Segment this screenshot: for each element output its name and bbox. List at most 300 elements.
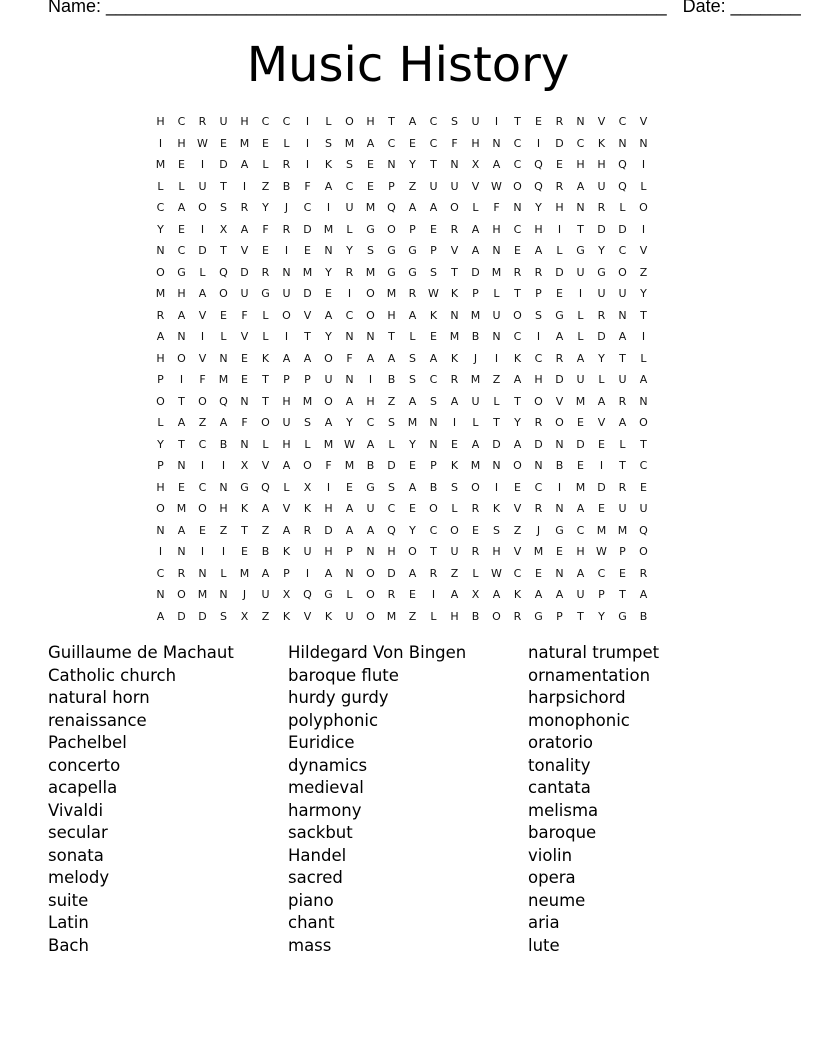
grid-letter: I: [557, 222, 562, 236]
grid-letter: O: [639, 416, 648, 429]
grid-letter: U: [345, 201, 354, 214]
grid-letter: L: [262, 158, 269, 171]
grid-letter: Q: [534, 179, 543, 193]
grid-letter: M: [365, 201, 376, 214]
grid-letter: A: [555, 588, 564, 601]
grid-letter: K: [303, 502, 312, 515]
grid-letter: A: [324, 566, 333, 580]
grid-letter: N: [177, 330, 186, 343]
grid-letter: E: [262, 136, 269, 150]
grid-letter: X: [219, 222, 228, 236]
grid-letter: U: [471, 394, 480, 408]
grid-letter: I: [368, 373, 373, 386]
grid-letter: R: [282, 222, 291, 236]
grid-letter: H: [240, 115, 249, 128]
grid-letter: R: [534, 265, 543, 279]
grid-row: [150, 368, 654, 390]
grid-letter: J: [242, 588, 247, 601]
word-list-item: Euridice: [288, 733, 355, 752]
grid-row: [150, 476, 654, 498]
grid-letter: T: [640, 308, 647, 322]
grid-letter: I: [221, 545, 226, 558]
grid-letter: P: [472, 287, 479, 300]
grid-letter: D: [198, 609, 207, 623]
grid-letter: T: [178, 437, 185, 451]
grid-letter: L: [472, 201, 479, 214]
grid-letter: T: [619, 351, 626, 365]
grid-letter: L: [577, 330, 584, 343]
grid-letter: D: [555, 136, 564, 150]
grid-letter: L: [409, 330, 416, 343]
grid-letter: O: [450, 523, 459, 537]
word-list-item: violin: [528, 845, 573, 865]
grid-letter: N: [282, 265, 291, 279]
grid-letter: P: [283, 566, 290, 580]
grid-row: [150, 433, 654, 455]
grid-letter: N: [492, 244, 501, 257]
grid-letter: D: [597, 222, 606, 236]
grid-letter: I: [179, 373, 184, 386]
grid-letter: D: [492, 437, 501, 451]
grid-letter: S: [325, 136, 332, 150]
grid-letter: H: [177, 287, 186, 300]
grid-letter: B: [387, 373, 396, 386]
grid-letter: O: [366, 609, 375, 623]
grid-letter: E: [409, 136, 416, 150]
grid-row: [150, 175, 654, 197]
grid-letter: O: [618, 265, 627, 279]
grid-letter: E: [556, 545, 563, 558]
grid-letter: N: [639, 394, 648, 408]
grid-letter: Z: [387, 394, 396, 408]
grid-letter: V: [198, 308, 207, 322]
grid-letter: D: [303, 287, 312, 300]
word-list-item: baroque: [528, 823, 597, 842]
grid-letter: S: [409, 351, 416, 365]
grid-letter: C: [639, 459, 648, 472]
grid-letter: N: [387, 158, 396, 171]
grid-letter: Y: [535, 201, 542, 214]
grid-letter: R: [429, 566, 438, 580]
grid-letter: D: [303, 222, 312, 236]
grid-letter: R: [408, 287, 417, 300]
grid-letter: M: [470, 373, 481, 386]
grid-letter: I: [158, 136, 163, 150]
grid-letter: H: [366, 394, 375, 408]
grid-letter: G: [555, 308, 564, 322]
grid-letter: Y: [325, 330, 332, 343]
grid-letter: K: [429, 308, 438, 322]
grid-letter: Q: [261, 480, 270, 494]
grid-letter: C: [429, 115, 438, 128]
grid-letter: P: [388, 179, 395, 193]
grid-letter: N: [618, 308, 627, 322]
grid-letter: B: [471, 609, 480, 623]
grid-letter: W: [596, 545, 607, 558]
grid-letter: D: [219, 158, 228, 171]
grid-letter: A: [450, 394, 459, 408]
grid-letter: I: [158, 545, 163, 558]
grid-letter: H: [282, 437, 291, 451]
grid-letter: X: [471, 588, 480, 601]
grid-letter: L: [493, 287, 500, 300]
grid-letter: L: [577, 308, 584, 322]
grid-letter: E: [325, 287, 332, 300]
grid-letter: V: [639, 115, 648, 128]
grid-letter: O: [387, 222, 396, 236]
grid-letter: R: [450, 373, 459, 386]
grid-letter: O: [177, 351, 186, 365]
grid-letter: W: [491, 566, 502, 580]
grid-letter: A: [408, 566, 417, 580]
grid-letter: D: [387, 459, 396, 472]
grid-letter: V: [639, 244, 648, 257]
grid-letter: F: [199, 373, 206, 386]
grid-letter: C: [387, 136, 396, 150]
grid-letter: A: [513, 437, 522, 451]
grid-letter: M: [302, 394, 313, 408]
grid-letter: O: [198, 394, 207, 408]
grid-letter: H: [156, 115, 165, 128]
grid-letter: U: [345, 609, 354, 623]
grid-letter: M: [575, 480, 586, 494]
grid-letter: W: [428, 287, 439, 300]
word-list-item: Pachelbel: [48, 733, 127, 752]
grid-letter: R: [156, 308, 165, 322]
grid-letter: E: [409, 588, 416, 601]
grid-letter: N: [534, 459, 543, 472]
grid-letter: K: [450, 459, 459, 472]
grid-letter: L: [346, 222, 353, 236]
grid-letter: Y: [325, 265, 332, 279]
grid-row: [150, 497, 654, 519]
grid-letter: O: [492, 609, 501, 623]
grid-letter: C: [597, 566, 606, 580]
grid-letter: A: [408, 308, 417, 322]
grid-letter: L: [262, 437, 269, 451]
grid-letter: N: [618, 136, 627, 150]
grid-letter: N: [576, 201, 585, 214]
grid-letter: T: [577, 609, 584, 623]
grid-letter: R: [261, 265, 270, 279]
grid-letter: B: [261, 545, 270, 558]
grid-letter: I: [200, 158, 205, 171]
grid-letter: M: [470, 459, 481, 472]
grid-letter: O: [303, 459, 312, 472]
grid-letter: A: [555, 330, 564, 343]
word-list-item: neume: [528, 890, 586, 910]
grid-letter: L: [472, 416, 479, 429]
grid-letter: C: [576, 523, 585, 537]
grid-letter: T: [514, 394, 521, 408]
grid-letter: E: [598, 502, 605, 515]
grid-letter: S: [220, 201, 227, 214]
word-list-item: sacred: [288, 868, 343, 887]
grid-row: [150, 153, 654, 175]
word-list-item: medieval: [288, 778, 364, 797]
grid-letter: V: [303, 609, 312, 623]
word-list-item: oratorio: [528, 733, 594, 752]
grid-letter: G: [366, 480, 375, 494]
grid-letter: I: [494, 115, 499, 128]
grid-letter: Q: [303, 588, 312, 601]
grid-letter: R: [177, 566, 186, 580]
grid-letter: L: [262, 330, 269, 343]
grid-letter: V: [198, 351, 207, 365]
grid-letter: V: [513, 545, 522, 558]
grid-letter: M: [617, 523, 628, 537]
grid-letter: I: [305, 566, 310, 580]
grid-row: [150, 110, 654, 132]
grid-letter: O: [156, 502, 165, 515]
grid-letter: P: [409, 222, 416, 236]
grid-letter: L: [199, 265, 206, 279]
grid-letter: Q: [219, 265, 228, 279]
grid-letter: Y: [514, 416, 521, 429]
grid-letter: G: [387, 244, 396, 257]
grid-row: [150, 239, 654, 261]
grid-letter: M: [239, 136, 250, 150]
grid-letter: M: [365, 265, 376, 279]
grid-letter: M: [533, 545, 544, 558]
grid-letter: N: [240, 437, 249, 451]
grid-letter: U: [471, 115, 480, 128]
word-list-item: sackbut: [288, 823, 353, 842]
grid-letter: S: [346, 158, 353, 171]
grid-letter: E: [514, 480, 521, 494]
grid-letter: U: [618, 502, 627, 515]
grid-letter: N: [555, 437, 564, 451]
grid-letter: T: [262, 373, 269, 386]
grid-letter: Q: [639, 523, 648, 537]
grid-letter: A: [177, 523, 186, 537]
grid-letter: P: [430, 244, 437, 257]
grid-row: [150, 282, 654, 304]
word-list-item: polyphonic: [288, 710, 379, 730]
grid-letter: O: [324, 394, 333, 408]
grid-letter: H: [597, 158, 606, 171]
grid-letter: H: [366, 115, 375, 128]
grid-letter: N: [156, 523, 165, 537]
grid-letter: L: [283, 480, 290, 494]
grid-letter: R: [618, 394, 627, 408]
grid-letter: U: [261, 588, 270, 601]
grid-letter: P: [346, 545, 353, 558]
grid-letter: O: [219, 287, 228, 300]
grid-letter: S: [430, 394, 437, 408]
grid-letter: N: [492, 330, 501, 343]
grid-letter: U: [492, 308, 501, 322]
word-list-item: tonality: [528, 755, 591, 775]
word-list-item: Handel: [288, 845, 347, 865]
grid-letter: O: [639, 545, 648, 558]
grid-letter: O: [555, 416, 564, 429]
grid-letter: O: [366, 287, 375, 300]
grid-letter: I: [641, 158, 646, 171]
grid-letter: C: [534, 351, 543, 365]
grid-letter: I: [242, 179, 247, 193]
grid-letter: E: [346, 480, 353, 494]
grid-letter: A: [408, 394, 417, 408]
grid-letter: E: [304, 244, 311, 257]
grid-letter: E: [409, 459, 416, 472]
grid-letter: F: [451, 136, 458, 150]
grid-letter: Z: [261, 523, 270, 537]
grid-letter: A: [282, 351, 291, 365]
grid-letter: N: [345, 330, 354, 343]
grid-letter: Q: [618, 179, 627, 193]
grid-letter: C: [156, 201, 165, 214]
grid-letter: U: [282, 416, 291, 429]
grid-letter: B: [429, 480, 438, 494]
grid-letter: S: [451, 115, 458, 128]
word-list-item: Vivaldi: [48, 800, 104, 820]
grid-letter: L: [619, 437, 626, 451]
grid-letter: E: [262, 244, 269, 257]
grid-letter: X: [240, 459, 249, 472]
grid-letter: U: [576, 373, 585, 386]
grid-letter: V: [282, 502, 291, 515]
grid-letter: T: [493, 416, 500, 429]
grid-letter: U: [597, 179, 606, 193]
grid-letter: A: [282, 459, 291, 472]
word-list-item: melody: [48, 868, 110, 887]
grid-letter: N: [240, 394, 249, 408]
grid-letter: I: [347, 287, 352, 300]
grid-letter: P: [157, 373, 164, 386]
grid-letter: Z: [450, 566, 459, 580]
grid-letter: C: [156, 566, 165, 580]
grid-letter: C: [345, 179, 354, 193]
grid-letter: I: [557, 480, 562, 494]
grid-letter: S: [535, 308, 542, 322]
grid-letter: E: [535, 115, 542, 128]
grid-letter: T: [451, 265, 458, 279]
grid-letter: A: [492, 588, 501, 601]
grid-letter: A: [576, 566, 585, 580]
grid-letter: L: [346, 588, 353, 601]
grid-letter: N: [366, 545, 375, 558]
grid-letter: H: [555, 201, 564, 214]
grid-letter: P: [430, 459, 437, 472]
grid-letter: A: [366, 437, 375, 451]
grid-letter: U: [366, 502, 375, 515]
page-title: Music History: [246, 37, 570, 93]
grid-letter: Y: [157, 222, 164, 236]
grid-letter: L: [619, 201, 626, 214]
grid-letter: V: [303, 308, 312, 322]
grid-letter: O: [450, 201, 459, 214]
grid-letter: M: [239, 566, 250, 580]
grid-letter: G: [576, 244, 585, 257]
grid-letter: U: [576, 265, 585, 279]
grid-letter: I: [578, 287, 583, 300]
grid-letter: V: [240, 330, 249, 343]
grid-row: [150, 540, 654, 562]
grid-letter: M: [575, 394, 586, 408]
grid-letter: L: [157, 179, 164, 193]
word-list-item: lute: [528, 935, 560, 955]
grid-letter: A: [345, 523, 354, 537]
grid-letter: R: [450, 222, 459, 236]
grid-letter: F: [241, 416, 248, 429]
grid-letter: I: [305, 158, 310, 171]
grid-letter: E: [577, 416, 584, 429]
grid-letter: A: [177, 201, 186, 214]
word-list-item: sonata: [48, 845, 104, 865]
grid-letter: X: [240, 609, 249, 623]
grid-letter: I: [221, 459, 226, 472]
grid-letter: T: [388, 330, 395, 343]
grid-letter: P: [619, 545, 626, 558]
grid-letter: R: [471, 545, 480, 558]
grid-letter: E: [430, 222, 437, 236]
grid-letter: N: [345, 566, 354, 580]
grid-letter: A: [471, 244, 480, 257]
grid-letter: L: [598, 373, 605, 386]
grid-letter: N: [450, 158, 459, 171]
grid-letter: M: [386, 287, 397, 300]
grid-letter: N: [156, 588, 165, 601]
grid-letter: V: [471, 179, 480, 193]
grid-letter: I: [326, 480, 331, 494]
grid-letter: O: [408, 545, 417, 558]
grid-letter: T: [262, 394, 269, 408]
grid-letter: F: [262, 222, 269, 236]
word-list-item: mass: [288, 935, 332, 955]
grid-letter: H: [576, 545, 585, 558]
grid-letter: A: [261, 502, 270, 515]
word-list-item: Latin: [48, 913, 89, 932]
grid-letter: T: [514, 115, 521, 128]
grid-letter: E: [367, 179, 374, 193]
grid-letter: O: [198, 502, 207, 515]
grid-letter: K: [240, 502, 249, 515]
grid-letter: U: [198, 179, 207, 193]
grid-letter: A: [534, 244, 543, 257]
grid-letter: I: [641, 222, 646, 236]
grid-letter: X: [303, 480, 312, 494]
grid-letter: A: [366, 523, 375, 537]
grid-letter: Q: [534, 158, 543, 171]
grid-letter: V: [513, 502, 522, 515]
grid-letter: E: [556, 158, 563, 171]
grid-letter: T: [220, 179, 227, 193]
grid-letter: L: [493, 394, 500, 408]
grid-letter: Z: [513, 523, 522, 537]
grid-letter: Q: [387, 201, 396, 214]
grid-letter: A: [408, 201, 417, 214]
grid-row: [150, 325, 654, 347]
grid-letter: C: [282, 115, 291, 128]
grid-letter: O: [366, 308, 375, 322]
grid-letter: Y: [346, 416, 353, 429]
grid-letter: O: [639, 201, 648, 214]
grid-letter: L: [388, 437, 395, 451]
grid-letter: R: [240, 201, 249, 214]
grid-letter: K: [513, 588, 522, 601]
grid-letter: A: [198, 287, 207, 300]
grid-letter: U: [324, 373, 333, 386]
grid-letter: C: [513, 566, 522, 580]
grid-letter: C: [513, 222, 522, 236]
grid-letter: O: [471, 480, 480, 494]
letter-grid: [150, 110, 654, 626]
word-list-item: Bach: [48, 935, 89, 955]
grid-letter: K: [450, 287, 459, 300]
grid-letter: R: [597, 308, 606, 322]
grid-letter: A: [492, 158, 501, 171]
